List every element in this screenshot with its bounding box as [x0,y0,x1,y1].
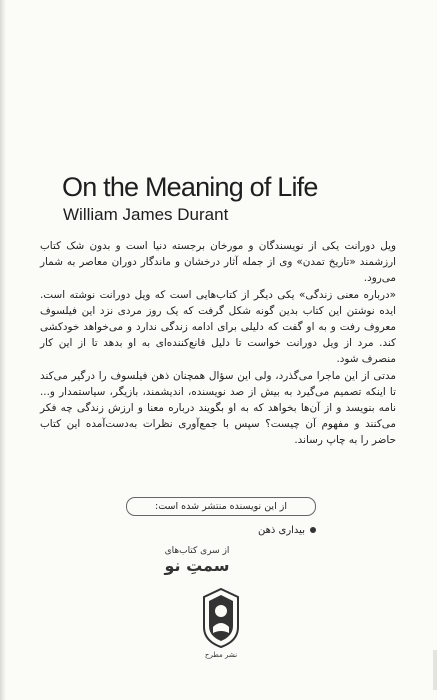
blurb-paragraph-1: ویل دورانت یکی از نویسندگان و مورخان برجسته دنیا است و بدون شک کتاب ارزشمند «تاریخ تمدن» وی از جمله آثار درخشان و ماندگار دوران معاصر به شمار می‌رود. [40,240,396,285]
series-label [152,545,242,575]
related-book-item [196,525,316,536]
publisher-logo [200,587,242,659]
blurb-paragraph-3: مدتی از این ماجرا می‌گذرد، ولی این سؤال همچنان ذهن فیلسوف را درگیر می‌کند تا اینکه تصمیم می‌گیرد به بیش از صد نویسنده، اندیشمند، بازیگر، سیاستمدار و... نامه بنویسد و از آن‌ها بخواهد که به او بگویند درباره معنا و ارزش زندگی چه فکر می‌کنند و مفهوم آن چیست؟ سپس با جمع‌آوری نظرات به‌دست‌آمده این کتاب حاضر را به چاپ رساند. [40,369,396,447]
english-author: William James Durant [63,205,229,224]
publisher-name: نشر مطرح [204,651,238,659]
blurb-text [40,238,396,449]
bullet-icon [310,527,316,533]
publisher-emblem-icon [200,587,242,649]
cover-edge-shadow [0,0,6,700]
english-title: On the Meaning of Life [62,172,318,202]
blurb-paragraph-2: «درباره معنی زندگی» یکی دیگر از کتاب‌هایی است که ویل دورانت نوشته است. ایده نوشتن این کتاب بدین گونه شکل گرفت که یک روز مردی نزد این فیلسوف معروف رفت و به او گفت که دلیلی برای ادامه زندگی ندارد و می‌خواهد خودکشی کند. مرد از ویل دورانت خواست تا دلیل قانع‌کننده‌ای به او بدهد تا از این کار منصرف شود. [40,288,396,366]
series-prefix: از سری کتاب‌های [164,546,230,556]
series-name: سمتِ نو [164,556,230,575]
related-book-title: بیداری ذهن [257,525,305,536]
published-by-author-label: از این نویسنده منتشر شده است: [126,497,316,516]
cover-edge-mark [433,650,437,690]
